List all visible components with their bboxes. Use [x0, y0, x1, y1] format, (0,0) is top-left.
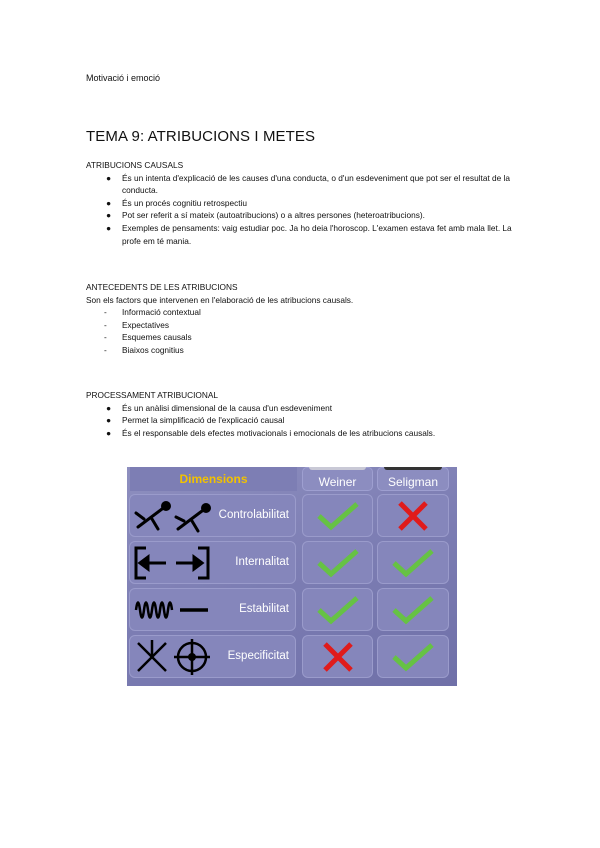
- list-item: ● És el responsable dels efectes motivacionals i emocionals de les atribucions causals.: [106, 427, 436, 438]
- list-item: ● És un intenta d'explicació de les causes d'una conducta, o d'un esdeveniment que pot ser el resultat de la conducta.: [106, 172, 511, 196]
- cell-weiner-especificitat: [302, 635, 373, 678]
- dash-icon: -: [104, 344, 107, 355]
- section-heading: ATRIBUCIONS CAUSALS: [86, 160, 184, 170]
- section-intro: Son els factors que intervenen en l'elaboració de les atribucions causals.: [86, 294, 354, 305]
- portrait-strip-icon: [384, 467, 442, 470]
- scatter-vs-target-icon: [132, 638, 212, 676]
- list-item: ● Exemples de pensaments: vaig estudiar poc. Ja ho deia l'horoscop. L'examen estava fet amb mala llet. La profe em té mania.: [106, 222, 512, 246]
- bullet-icon: ●: [106, 222, 112, 233]
- dash-icon: -: [104, 319, 107, 330]
- page-title: TEMA 9: ATRIBUCIONS I METES: [86, 128, 316, 145]
- dimensions-header: Dimensions: [130, 467, 297, 491]
- dash-icon: -: [104, 332, 107, 343]
- portrait-strip-icon: [309, 467, 366, 470]
- attribution-dimensions-figure: [127, 467, 457, 686]
- arrows-in-out-icon: [132, 544, 212, 582]
- section-processament: [86, 389, 552, 439]
- section-atribucions-causals: [86, 159, 524, 247]
- cross-icon: [396, 499, 430, 533]
- section-antecedents: [86, 281, 353, 357]
- list-item: - Esquemes causals: [104, 332, 192, 343]
- cell-seligman-internalitat: [377, 541, 449, 584]
- dash-icon: -: [104, 307, 107, 318]
- wave-vs-line-icon: [132, 591, 212, 629]
- list-item: ● Pot ser referit a sí mateix (autoatribucions) o a altres persones (heteroatribucions).: [106, 210, 425, 221]
- bullet-icon: ●: [106, 415, 112, 426]
- list-item: - Informació contextual: [104, 307, 201, 318]
- row-controlabilitat: Controlabilitat: [129, 494, 296, 537]
- cell-seligman-controlabilitat: [377, 494, 449, 537]
- list-item: ● És un procés cognitiu retrospectiu: [106, 197, 247, 208]
- section-heading: PROCESSAMENT ATRIBUCIONAL: [86, 390, 219, 400]
- check-icon: [390, 642, 436, 672]
- column-seligman: Seligman: [377, 467, 449, 491]
- list-item: ● Permet la simplificació de l'explicació causal: [106, 415, 285, 426]
- row-especificitat: Especificitat: [129, 635, 296, 678]
- falling-figures-icon: [132, 497, 212, 535]
- bullet-icon: ●: [106, 210, 112, 221]
- column-weiner: Weiner: [302, 467, 373, 491]
- check-icon: [315, 501, 361, 531]
- section-heading: ANTECEDENTS DE LES ATRIBUCIONS: [86, 282, 238, 292]
- bullet-icon: ●: [106, 197, 112, 208]
- bullet-icon: ●: [106, 402, 112, 413]
- list-item: - Expectatives: [104, 319, 170, 330]
- check-icon: [390, 548, 436, 578]
- page-header: Motivació i emoció: [86, 73, 161, 83]
- cell-weiner-controlabilitat: [302, 494, 373, 537]
- cross-icon: [321, 640, 355, 674]
- row-internalitat: Internalitat: [129, 541, 296, 584]
- bullet-icon: ●: [106, 172, 112, 183]
- list-item: ● És un anàlisi dimensional de la causa d'un esdeveniment: [106, 402, 333, 413]
- cell-seligman-estabilitat: [377, 588, 449, 631]
- cell-seligman-especificitat: [377, 635, 449, 678]
- check-icon: [315, 595, 361, 625]
- row-estabilitat: Estabilitat: [129, 588, 296, 631]
- check-icon: [390, 595, 436, 625]
- bullet-icon: ●: [106, 427, 112, 438]
- list-item: - Biaixos cognitius: [104, 344, 184, 355]
- cell-weiner-internalitat: [302, 541, 373, 584]
- check-icon: [315, 548, 361, 578]
- cell-weiner-estabilitat: [302, 588, 373, 631]
